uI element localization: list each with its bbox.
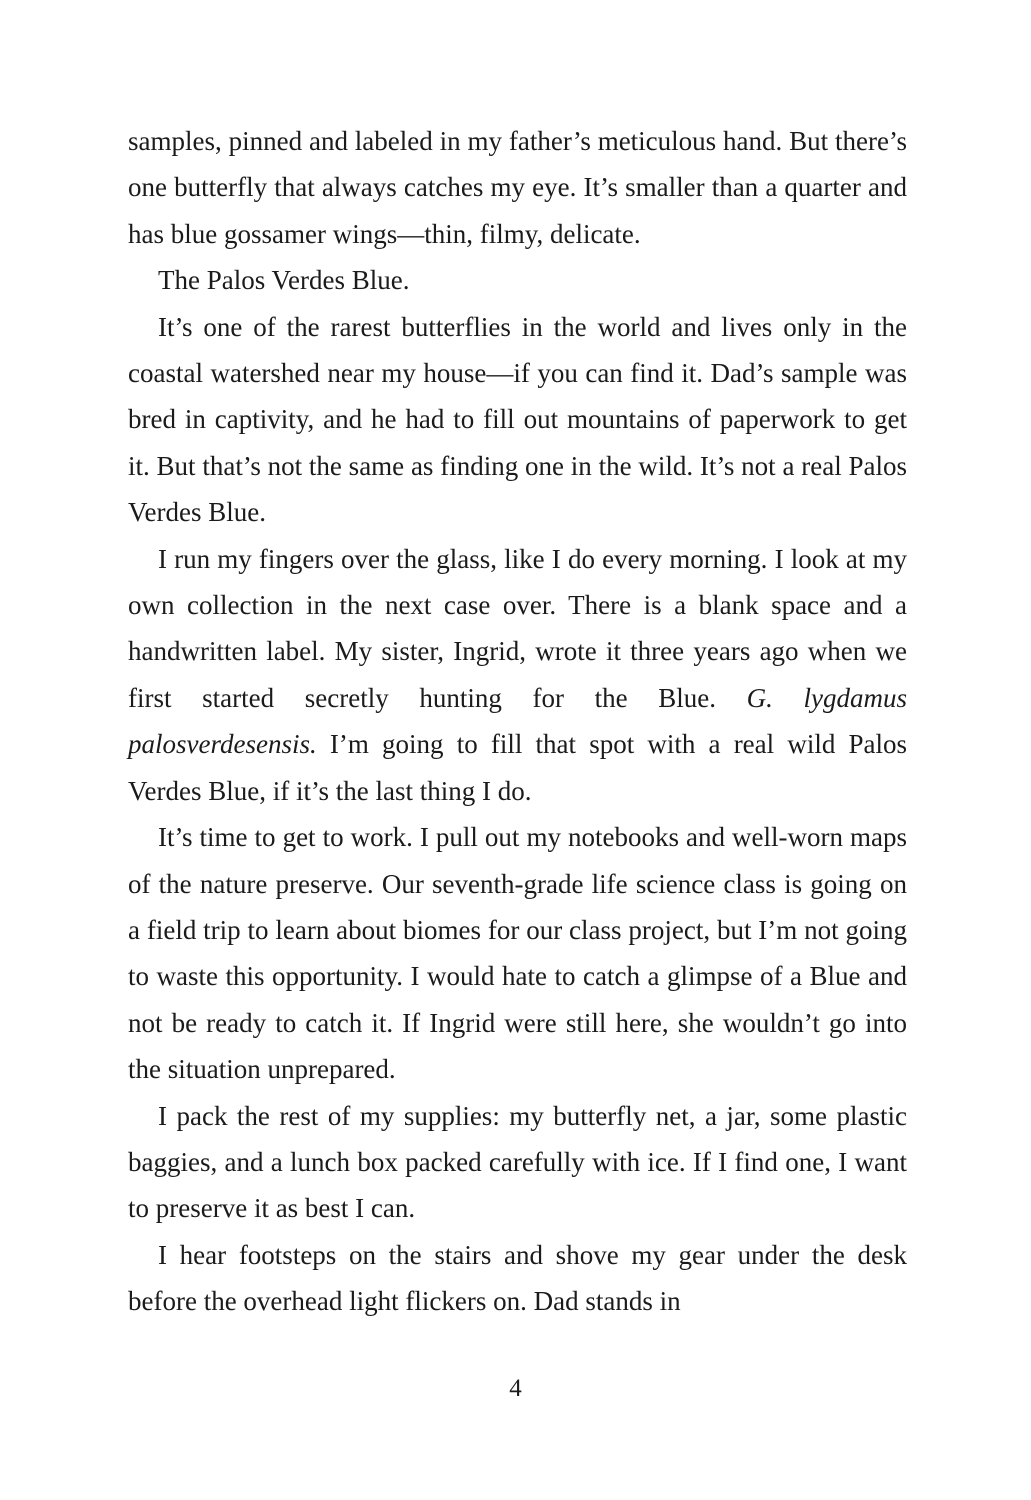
paragraph (128, 536, 907, 814)
paragraph-text: It’s one of the rarest butterflies in the world and lives only in the coastal watershed near my house—if you can find it. Dad’s sample was bred in captivity, and he had to fill out mountains of paperwork to get it. But that’s not the same as finding one in the wild. It’s not a real Palos Verdes Blue. (128, 311, 907, 528)
paragraph (128, 304, 907, 536)
paragraph-continuation (128, 118, 907, 257)
paragraph-text: I pack the rest of my supplies: my butterfly net, a jar, some plastic baggies, and a lunch box packed carefully with ice. If I find one, I want to preserve it as best I can. (128, 1100, 907, 1224)
paragraph (128, 1093, 907, 1232)
page-number: 4 (509, 1375, 522, 1402)
paragraph-text: I hear footsteps on the stairs and shove my gear under the desk before the overhead light flickers on. Dad stands in (128, 1239, 907, 1317)
paragraph (128, 257, 907, 303)
paragraph-text: I’m going to fill that spot with a real wild Palos Verdes Blue, if it’s the last thing I do. (128, 729, 907, 806)
paragraph (128, 814, 907, 1092)
paragraph-text: The Palos Verdes Blue. (158, 265, 410, 296)
paragraph-text: It’s time to get to work. I pull out my notebooks and well-worn maps of the nature preserve. Our seventh-grade life science class is going on a field trip to learn about biomes for our class project, but I’m not going to waste this opportunity. I would hate to catch a glimpse of a Blue and not be ready to catch it. If Ingrid were still here, she wouldn’t go into the situation unprepared. (128, 822, 907, 1085)
paragraph (128, 1232, 907, 1325)
paragraph-text: I run my fingers over the glass, like I do every morning. I look at my own collection in the next case over. There is a blank space and a handwritten label. My sister, Ingrid, wrote it three years ago when we first started secretly hunting for the Blue. (128, 543, 907, 713)
body-text (128, 118, 907, 1325)
paragraph-text: samples, pinned and labeled in my father’s meticulous hand. But there’s one butterfly that always catches my eye. It’s smaller than a quarter and has blue gossamer wings—thin, filmy, delicate. (128, 126, 907, 249)
species-name-italic: G. lygdamus palosverdesensis. (128, 682, 907, 760)
